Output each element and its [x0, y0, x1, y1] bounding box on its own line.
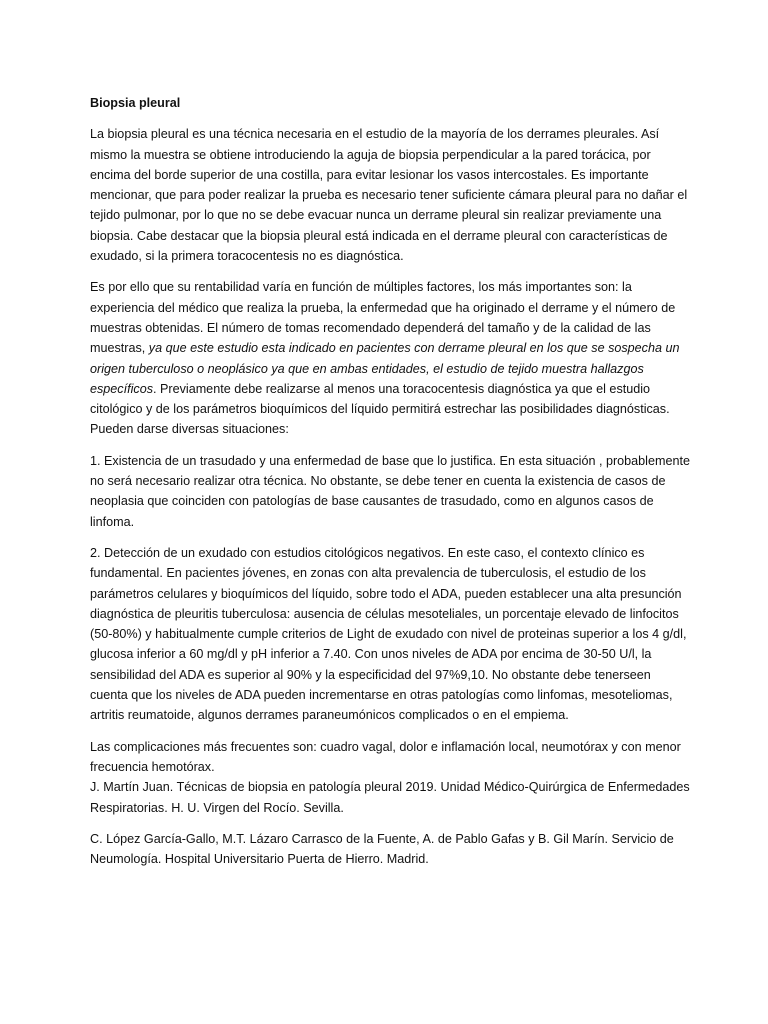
paragraph-situation-2: 2. Detección de un exudado con estudios citológicos negativos. En este caso, el contexto clínico es fundamental. En pacientes jóvenes, en zonas con alta prevalencia de tuberculosis, el estudio de los parámetros celulares y bioquímicos del líquido, sobre todo el ADA, pueden establecer una alta presunción diagnóstica de pleuritis tuberculosa: ausencia de células mesoteliales, un porcentaje elevado de linfocitos (50-80%) y habitualmente cumple criterios de Light de exudado con nivel de proteinas superior a los 4 g/dl, glucosa inferior a 60 mg/dl y pH inferior a 7.40. Con unos niveles de ADA por encima de 30-50 U/l, la sensibilidad del ADA es superior al 90% y la especificidad del 97%9,10. No obstante debe tenerseen cuenta que los niveles de ADA pueden incrementarse en otras patologías como linfomas, mesoteliomas, artritis reumatoide, algunos derrames paraneumónicos complicados o en el empiema. — [90, 545, 687, 723]
paragraph-rentabilidad-start: Es por ello que su rentabilidad varía en función de múltiples factores, los más importantes son: la experiencia del médico que realiza la prueba, la enfermedad que ha originado el derrame y el número de muestras obtenidas. El número de tomas recomendado dependerá del tamaño y de la calidad de las muestras, — [90, 280, 676, 356]
document-page — [90, 93, 690, 880]
paragraph-complications: Las complicaciones más frecuentes son: cuadro vagal, dolor e inflamación local, neumotórax y con menor frecuencia hemotórax. — [90, 739, 681, 774]
paragraph-intro: La biopsia pleural es una técnica necesaria en el estudio de la mayoría de los derrames pleurales. Así mismo la muestra se obtiene introduciendo la aguja de biopsia perpendicular a la pared torácica, por encima del borde superior de una costilla, para evitar lesionar los vasos intercostales. Es importante mencionar, que para poder realizar la prueba es necesario tener suficiente cámara pleural para no dañar el tejido pulmonar, por lo que no se debe evacuar nunca un derrame pleural sin realizar previamente una biopsia. Cabe destacar que la biopsia pleural está indicada en el derrame pleural con características de exudado, si la primera toracocentesis no es diagnóstica. — [90, 127, 688, 264]
paragraph-rentabilidad — [90, 277, 690, 439]
paragraph-rentabilidad-italic: ya que este estudio esta indicado en pacientes con derrame pleural en los que se sospecha un origen tuberculoso o neoplásico ya que en ambas entidades, el estudio de tejido muestra hallazgos específicos — [90, 341, 680, 396]
reference-2: C. López García-Gallo, M.T. Lázaro Carrasco de la Fuente, A. de Pablo Gafas y B. Gil Marín. Servicio de Neumología. Hospital Universitario Puerta de Hierro. Madrid. — [90, 831, 674, 867]
document-title: Biopsia pleural — [90, 96, 181, 110]
reference-1: J. Martín Juan. Técnicas de biopsia en patología pleural 2019. Unidad Médico-Quirúrgica de Enfermedades Respiratorias. H. U. Virgen del Rocío. Sevilla. — [90, 780, 690, 815]
paragraph-rentabilidad-end: . Previamente debe realizarse al menos una toracocentesis diagnóstica ya que el estudio citológico y de los parámetros bioquímicos del líquido permitirá estrechar las posibilidades diagnósticas. Pueden darse diversas situaciones: — [90, 381, 670, 437]
paragraph-situation-1: 1. Existencia de un trasudado y una enfermedad de base que lo justifica. En esta situación , probablemente no será necesario realizar otra técnica. No obstante, se debe tener en cuenta la existencia de casos de neoplasia que coinciden con patologías de base causantes de trasudado, como en algunos casos de linfoma. — [90, 453, 690, 529]
